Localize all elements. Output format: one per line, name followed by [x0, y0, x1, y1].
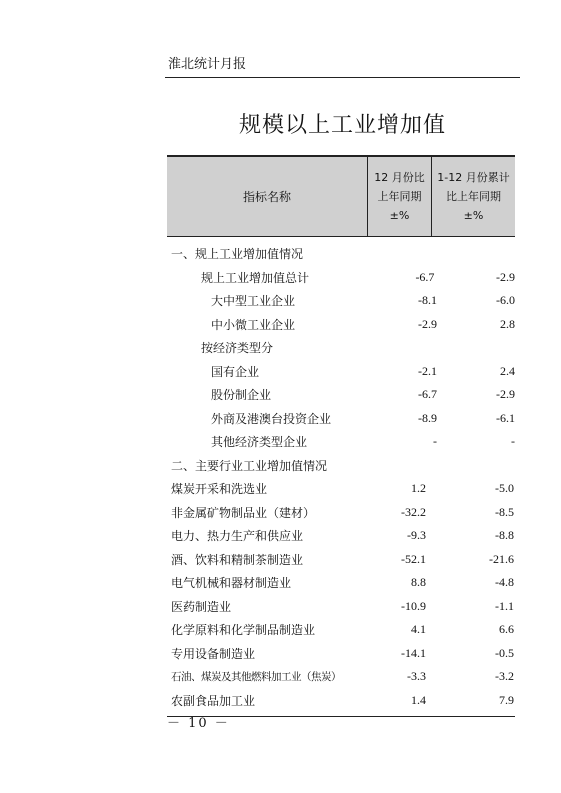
month-value: 4.1 — [411, 622, 426, 637]
column-header-name: 指标名称 — [242, 190, 291, 204]
table-row — [167, 360, 515, 384]
table-row — [167, 642, 515, 666]
page-title: 规模以上工业增加值 — [238, 113, 446, 138]
row-label: 按经济类型分 — [201, 341, 274, 356]
table-row — [167, 689, 515, 713]
month-value: -8.9 — [418, 410, 438, 425]
table-row — [167, 407, 515, 431]
cumulative-value: 2.4 — [500, 363, 516, 378]
month-value: -6.7 — [415, 269, 435, 284]
month-value: -10.9 — [401, 598, 426, 613]
table-row — [167, 595, 515, 619]
cumulative-value: 7.9 — [499, 692, 514, 707]
month-value: - — [433, 434, 438, 449]
month-value: -2.9 — [418, 316, 438, 331]
data-table — [167, 155, 515, 717]
column-header-month-line3: ±% — [389, 209, 410, 222]
table-row — [167, 313, 515, 337]
page-number: － 10 － — [167, 716, 230, 731]
table-row — [167, 266, 515, 290]
row-label: 外商及港澳台投资企业 — [211, 411, 332, 426]
cumulative-value: -1.1 — [495, 598, 514, 613]
month-value: 1.4 — [411, 692, 426, 707]
month-value: -8.1 — [418, 293, 438, 308]
cumulative-value: - — [511, 434, 516, 449]
table-header — [167, 157, 515, 237]
cumulative-value: -21.6 — [489, 551, 514, 566]
cumulative-value: -8.5 — [495, 504, 514, 519]
month-value: -14.1 — [401, 645, 426, 660]
cumulative-value: -0.5 — [495, 645, 514, 660]
column-header-cumulative-line1: 1-12 月份累计 — [437, 171, 510, 184]
cumulative-value: -3.2 — [495, 669, 514, 684]
month-value: -9.3 — [407, 528, 426, 543]
column-header-month-line2: 上年同期 — [377, 190, 422, 203]
row-label: 国有企业 — [211, 364, 260, 379]
row-label: 煤炭开采和洗选业 — [171, 482, 268, 497]
table-row — [167, 430, 515, 454]
header-divider — [165, 77, 520, 78]
column-header-cumulative-line2: 比上年同期 — [446, 190, 501, 203]
table-row — [167, 524, 515, 548]
cumulative-value: -8.8 — [495, 528, 514, 543]
month-value: -2.1 — [418, 363, 438, 378]
column-header-cumulative-line3: ±% — [463, 209, 484, 222]
cumulative-value: -2.9 — [496, 387, 516, 402]
row-label: 农副食品加工业 — [171, 693, 256, 708]
column-header-month-line1: 12 月份比 — [374, 171, 425, 184]
table-row — [167, 618, 515, 642]
cumulative-value: -6.1 — [496, 410, 516, 425]
table-row — [167, 501, 515, 525]
row-label: 其他经济类型企业 — [211, 435, 308, 450]
row-label: 规上工业增加值总计 — [201, 270, 310, 285]
table-row — [167, 454, 515, 478]
table-row — [167, 571, 515, 595]
row-label: 中小微工业企业 — [211, 317, 296, 332]
month-value: -52.1 — [401, 551, 426, 566]
row-label: 一、规上工业增加值情况 — [171, 247, 304, 262]
month-value: 8.8 — [411, 575, 426, 590]
table-row — [167, 477, 515, 501]
table-row — [167, 336, 515, 360]
row-label: 专用设备制造业 — [171, 646, 256, 661]
column-header-cumulative — [431, 157, 515, 236]
month-value: -32.2 — [401, 504, 426, 519]
row-label: 酒、饮料和精制茶制造业 — [171, 552, 304, 567]
cumulative-value: -5.0 — [495, 481, 514, 496]
table-row — [167, 289, 515, 313]
cumulative-value: 2.8 — [500, 316, 516, 331]
column-header-month — [367, 157, 431, 236]
table-row — [167, 548, 515, 572]
publication-title: 淮北统计月报 — [168, 57, 247, 72]
month-value: -3.3 — [407, 669, 426, 684]
row-label: 二、主要行业工业增加值情况 — [171, 458, 328, 473]
row-label: 电力、热力生产和供应业 — [171, 529, 304, 544]
cumulative-value: -6.0 — [496, 293, 516, 308]
row-label: 化学原料和化学制品制造业 — [171, 623, 316, 638]
row-label: 电气机械和器材制造业 — [171, 576, 292, 591]
table-row — [167, 383, 515, 407]
row-label: 医药制造业 — [171, 599, 232, 614]
cumulative-value: -4.8 — [495, 575, 514, 590]
month-value: 1.2 — [411, 481, 426, 496]
cumulative-value: -2.9 — [496, 269, 515, 284]
row-label: 大中型工业企业 — [211, 294, 296, 309]
month-value: -6.7 — [418, 387, 438, 402]
row-label: 非金属矿物制品业（建材） — [171, 505, 316, 520]
row-label: 股份制企业 — [211, 388, 272, 403]
cumulative-value: 6.6 — [499, 622, 514, 637]
row-label: 石油、煤炭及其他燃料加工业（焦炭） — [171, 671, 341, 684]
table-row — [167, 665, 515, 689]
table-row — [167, 242, 515, 266]
